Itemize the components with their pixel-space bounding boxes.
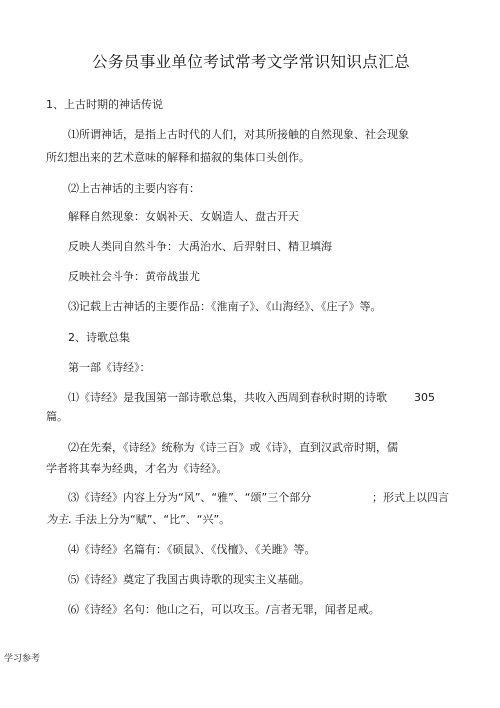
page-footer: 学习参考 (4, 654, 41, 664)
paragraph-12: ⑸《诗经》奠定了我国古典诗歌的现实主义基础。 (68, 573, 310, 586)
paragraph-6: ⑶记载上古神话的主要作品：《淮南子》、《山海经》、《庄子》等。 (68, 300, 382, 313)
paragraph-13: ⑹《诗经》名句：他山之石，可以攻玉。/言者无罪，闻者足戒。 (68, 603, 380, 616)
paragraph-4: 反映人类同自然斗争：大禹治水、后羿射日、精卫填海 (68, 240, 332, 253)
paragraph-5: 反映社会斗争：黄帝战蚩尤 (68, 270, 200, 283)
paragraph-10-line-2 (46, 513, 230, 526)
paragraph-7: 第一部《诗经》： (68, 361, 151, 374)
paragraph-8-line-2: 篇。 (46, 410, 68, 423)
page-title: 公务员事业单位考试常考文学常识知识点汇总 (92, 53, 411, 71)
section-heading-1: 1、上古时期的神话传说 (46, 98, 163, 111)
paragraph-10-line-1-tail: ；形式上以四言 (372, 491, 449, 504)
paragraph-9-line-2: 学者将其奉为经典，才名为《诗经》。 (46, 462, 228, 475)
paragraph-10-rest: . 手法上分为“赋”、“比”、“兴”。 (68, 513, 231, 526)
paragraph-1-line-1: ⑴所谓神话，是指上古时代的人们，对其所接触的自然现象、社会现象 (68, 128, 409, 141)
paragraph-9-line-1: ⑵在先秦，《诗经》统称为《诗三百》或《诗》，直到汉武帝时期，儒 (68, 441, 398, 454)
paragraph-3: 解释自然现象：女娲补天、女娲造人、盘古开天 (68, 210, 299, 223)
paragraph-8-line-1: ⑴《诗经》是我国第一部诗歌总集，共收入西周到春秋时期的诗歌 (68, 391, 387, 404)
paragraph-2: ⑵上古神话的主要内容有： (68, 182, 200, 195)
paragraph-1-line-2: 所幻想出来的艺术意味的解释和描叙的集体口头创作。 (46, 151, 310, 164)
paragraph-10-line-1: ⑶《诗经》内容上分为“风”、“雅”、“颂”三个部分 (68, 491, 312, 504)
paragraph-8-number: 305 (414, 391, 435, 404)
section-heading-2: 2、诗歌总集 (68, 331, 130, 344)
paragraph-11: ⑷《诗经》名篇有：《硕鼠》、《伐檀》、《关雎》等。 (68, 543, 316, 556)
paragraph-10-italic: 为主 (46, 513, 68, 526)
